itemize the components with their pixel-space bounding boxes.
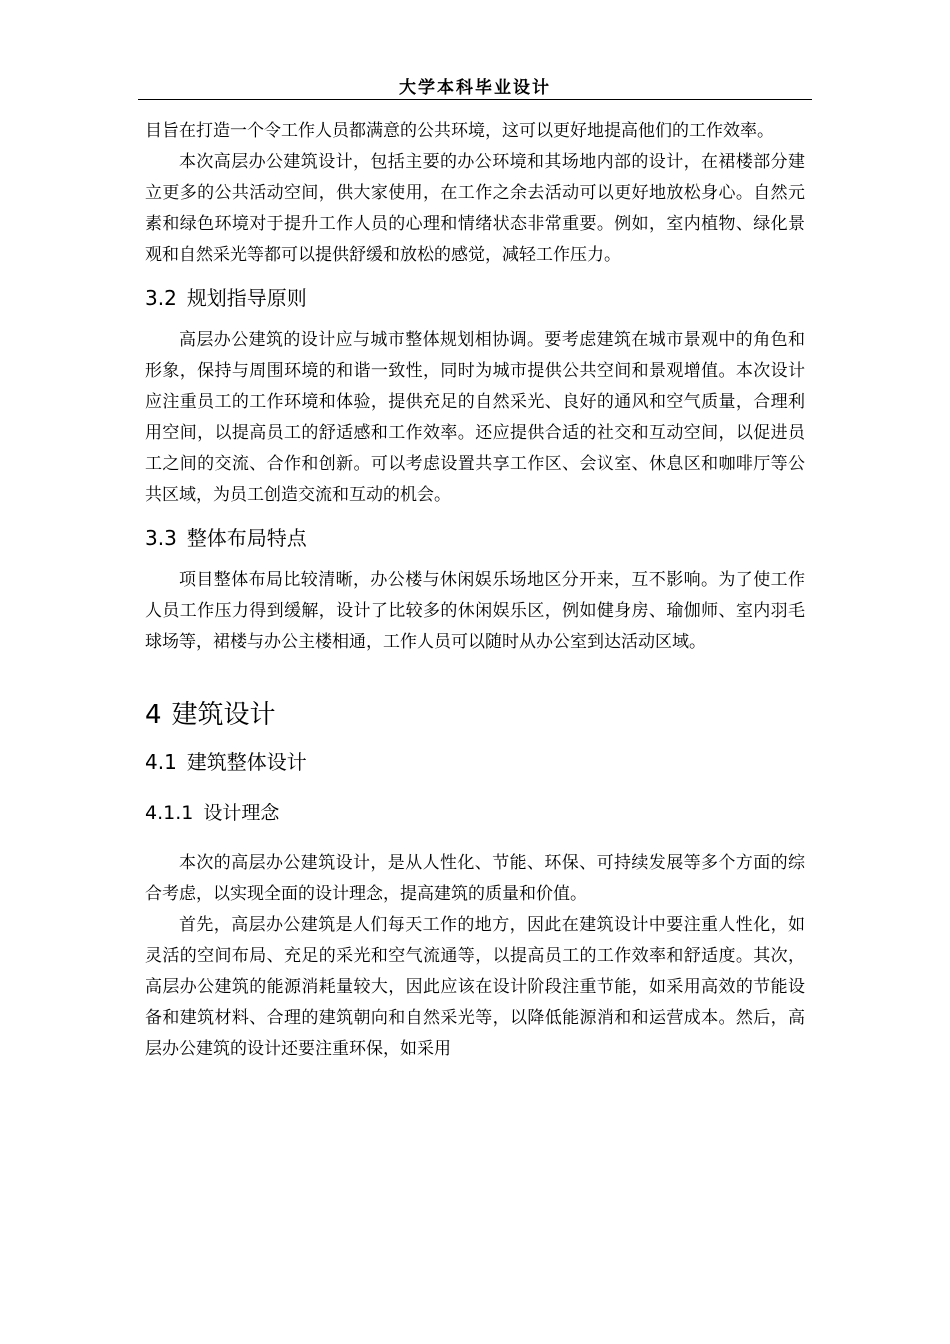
subsection-number: 4.1.1 (145, 802, 194, 824)
header-rule (138, 99, 812, 100)
section-heading-3-3 (145, 524, 805, 552)
section-heading-3-2 (145, 284, 805, 312)
section-number: 3.2 (145, 286, 177, 310)
chapter-number: 4 (145, 700, 162, 730)
paragraph-planning-principles: 高层办公建筑的设计应与城市整体规划相协调。要考虑建筑在城市景观中的角色和形象，保持与周围环境的和谐一致性，同时为城市提供公共空间和景观增值。本次设计应注重员工的工作环境和体验，提供充足的自然采光、良好的通风和空气质量，合理利用空间，以提高员工的舒适感和工作效率。还应提供合适的社交和互动空间，以促进员工之间的交流、合作和创新。可以考虑设置共享工作区、会议室、休息区和咖啡厅等公共区域，为员工创造交流和互动的机会。 (145, 330, 805, 505)
section-number: 4.1 (145, 750, 177, 774)
chapter-title: 建筑设计 (171, 700, 276, 730)
section-number: 3.3 (145, 526, 177, 550)
paragraph-design-concept: 本次的高层办公建筑设计，是从人性化、节能、环保、可持续发展等多个方面的综合考虑，以实现全面的设计理念，提高建筑的质量和价值。 (145, 853, 805, 904)
subsection-heading-4-1-1 (145, 800, 805, 826)
page-header-title: 大学本科毕业设计 (399, 78, 551, 98)
paragraph-continued: 目旨在打造一个令工作人员都满意的公共环境，这可以更好地提高他们的工作效率。 (145, 121, 774, 141)
section-title: 整体布局特点 (186, 526, 307, 550)
paragraph-design-details: 首先，高层办公建筑是人们每天工作的地方，因此在建筑设计中要注重人性化，如灵活的空间布局、充足的采光和空气流通等，以提高员工的工作效率和舒适度。其次，高层办公建筑的能源消耗量较大，因此应该在设计阶段注重节能，如采用高效的节能设备和建筑材料、合理的建筑朝向和自然采光等，以降低能源消和和运营成本。然后，高层办公建筑的设计还要注重环保，如采用 (145, 915, 805, 1059)
document-body (145, 116, 805, 1065)
chapter-heading-4 (145, 698, 805, 732)
section-heading-4-1 (145, 748, 805, 776)
paragraph-layout-features: 项目整体布局比较清晰，办公楼与休闲娱乐场地区分开来，互不影响。为了使工作人员工作压力得到缓解，设计了比较多的休闲娱乐区，例如健身房、瑜伽师、室内羽毛球场等，裙楼与办公主楼相通，工作人员可以随时从办公室到达活动区域。 (145, 570, 805, 652)
paragraph-design-overview: 本次高层办公建筑设计，包括主要的办公环境和其场地内部的设计，在裙楼部分建立更多的公共活动空间，供大家使用，在工作之余去活动可以更好地放松身心。自然元素和绿色环境对于提升工作人员的心理和情绪状态非常重要。例如，室内植物、绿化景观和自然采光等都可以提供舒缓和放松的感觉，减轻工作压力。 (145, 152, 805, 265)
section-title: 规划指导原则 (186, 286, 307, 310)
section-title: 建筑整体设计 (186, 750, 307, 774)
subsection-title: 设计理念 (203, 802, 280, 824)
